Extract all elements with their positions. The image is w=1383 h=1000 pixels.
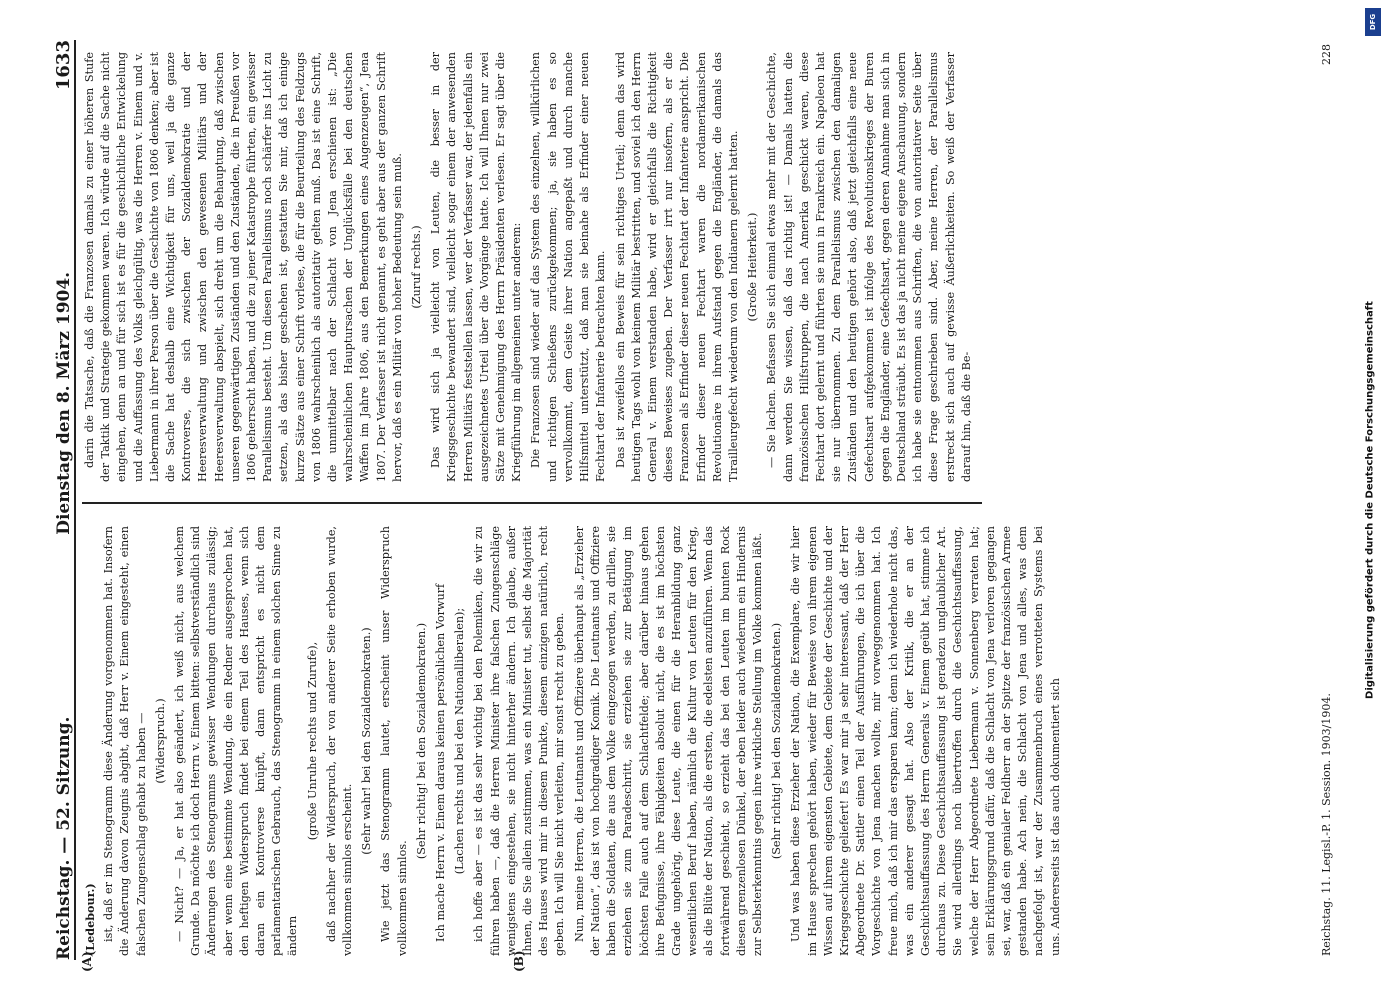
paragraph: ist, daß er im Stenogramm diese Änderung vorgenommen hat. Insofern die Änderung davon Zeugnis abgibt, daß Herr v. Einem eingesteht, einen falschen Zungenschlag gehabt zu haben —: [101, 526, 148, 956]
footer-session-info: Reichstag. 11. Legisl.-P. 1. Session. 1903/1904.: [1319, 693, 1332, 956]
right-text-column: [82, 52, 1312, 482]
paragraph: (Sehr richtig! bei den Sozialdemokraten.): [769, 622, 783, 860]
digitization-note: [1361, 10, 1379, 990]
paragraph: — Sie lachen. Befassen Sie sich einmal etwas mehr mit der Geschichte, dann werden Sie wissen, daß das richtig ist! — Damals hatten die französischen Hilfstruppen, die nach Amerika geschickt waren, diese Fechtart dort gelernt und führten sie nun in Frankreich ein. Napoleon hat sie nur übernommen. Zu dem Parallelismus zwischen den damaligen Zuständen und den heutigen gehört also, daß jetzt gleichfalls eine neue Gefechtsart aufgekommen ist infolge des Revolutionskrieges der Buren gegen die Engländer, eine Gefechtsart, gegen deren Annahme man sich in Deutschland sträubt. Es ist das ja nicht meine eigene Anschauung, sondern ich habe sie entnommen aus Schriften, die von autoritativer Seite über diese Frage geschrieben sind. Aber, meine Herren, der Parallelismus erstreckt sich auch auf gewisse Äußerlichkeiten. So weiß der Verfasser darauf hin, daß die Be-: [764, 52, 973, 482]
right-paragraphs: [82, 52, 975, 482]
paragraph: Die Franzosen sind wieder auf das System des einzelnen, willkürlichen und richtigen Schießens zurückgekommen; ja, sie haben es so vervollkommt, dem Geiste ihrer Nation angepaßt und durch manche Hilfsmittel unterstützt, daß man sie beinahe als Erfinder einer neuen Fechtart der Infanterie betrachten kann.: [528, 52, 607, 482]
header-date: Dienstag den 8. März 1904.: [53, 271, 74, 535]
speaker-label: (Ledebour.): [82, 883, 97, 956]
paragraph: (Zuruf rechts.): [409, 225, 423, 309]
header-left: Reichstag. — 52. Sitzung.: [53, 716, 74, 960]
digitization-note-text: Digitalisierung gefördert durch die Deutsche Forschungsgemeinschaft: [1364, 301, 1376, 699]
page-header: [48, 40, 76, 960]
margin-marker-a: (A): [79, 951, 94, 972]
header-page-number: 1633: [52, 40, 74, 91]
left-paragraphs: [101, 526, 1064, 956]
paragraph: (Lachen rechts und bei den Nationalliberalen);: [452, 607, 466, 875]
rotated-document-page: [42, 30, 1342, 970]
column-divider: [82, 502, 982, 504]
paragraph: darin die Tatsache, daß die Franzosen damals zu einer höheren Stufe der Taktik und Strategie gekommen waren. Ich würde auf die Sache nicht eingehen, denn an und für sich ist es für die geschichtliche Entwickelung und die Auffassung des Volks gleichgültig, was die Herren v. Einem und v. Liebermann in ihrer Person über die Geschichte von 1806 denken; aber ist die Sache hat deshalb eine Wichtigkeit für uns, weil ja die ganze Kontroverse, die sich zwischen der Sozialdemokratie und der Heeresverwaltung und zwischen den gewesenen Militärs und der Heeresverwaltung abspielt, sich dreht um die Behauptung, daß zwischen unseren gegenwärtigen Zuständen und den Zuständen, die in Preußen vor 1806 geherrscht haben, und die zu jener Katastrophe führten, ein gewisser Parallelismus besteht. Um diesen Parallelismus noch schärfer ins Licht zu setzen, als das bisher geschehen ist, gestatten Sie mir, daß ich einige kurze Sätze aus einer Schrift vorlese, die für die Beurteilung des Feldzugs von 1806 wahrscheinlich als autoritativ gelten muß. Das ist eine Schrift, die unmittelbar nach der Schlacht von Jena erschienen ist: „Die wahrscheinlichen Hauptursachen der Unglücksfälle bei den deutschen Waffen im Jahre 1806, aus den Bemerkungen eines Augenzeugen“, Jena 1807. Der Verfasser ist nicht genannt, es geht aber aus der ganzen Schrift hervor, daß es ein Militär von hoher Bedeutung sein muß.: [82, 52, 404, 482]
footer-sheet-number: 228: [1319, 44, 1332, 65]
paragraph: (Sehr wahr! bei den Sozialdemokraten.): [359, 627, 373, 855]
paragraph: Ich mache Herrn v. Einem daraus keinen persönlichen Vorwurf: [433, 583, 447, 942]
paragraph: ich hoffe aber — es ist das sehr wichtig bei den Polemiken, die wir zu führen haben —, daß die Herren Minister ihre falschen Zungenschläge wenigstens eingestehen, sie nicht hinterher ändern. Ich glaube, außer Ihnen, die Sie allein zustimmen, was ein Minister tut, selbst die Majorität des Hauses wird mir in diesem Punkte, diesem einzigen natürlich, recht geben. Ich will Sie nicht verleiten, mir sonst recht zu geben.: [471, 526, 566, 956]
page-footer: [1316, 44, 1336, 956]
paragraph: Das ist zweifellos ein Beweis für sein richtiges Urteil; denn das wird heutigen Tags wohl von keinem Militär bestritten, und soviel ich den Herrn General v. Einem verstanden habe, wird er gleichfalls die Richtigkeit dieses Beweises zugeben. Der Verfasser irrt nur insofern, als er die Franzosen als Erfinder dieser neuen Fechtart der Infanterie anspricht. Die Erfinder dieser neuen Fechtart waren die nordamerikanischen Revolutionäre in ihrem Aufstand gegen die Engländer, die damals das Tirailleurgefecht wiederum von den Indianern gelernt hatten.: [613, 52, 740, 482]
paragraph: Nun, meine Herren, die Leutnants und Offiziere überhaupt als „Erzieher der Nation“, das ist von hochgradiger Komik. Die Leutnants und Offiziere haben die Soldaten, die aus dem Volke eingezogen werden, zu drillen, sie erziehen sie zum Paradeschritt, sie erziehen sie zur Betätigung im höchsten Falle auch auf dem Schlachtfelde; aber darüber hinaus gehen ihre Befugnisse, ihre Fähigkeiten absolut nicht, die es ist im höchsten Grade ungehörig, diese Leute, die einen für die Heranbildung ganz wesentlichen Beruf haben, nämlich die Kultur von Leuten für den Krieg, als die Blüte der Nation, als die ersten, die edelsten anzuführen. Wenn das fortwährend geschieht, so erzieht das bei den Leuten im bunten Rock diesen grenzenlosen Dünkel, der eben leider auch wiederum ein Hindernis zur Selbsterkenntnis gegen ihre wirkliche Stellung im Volke kommen läßt.: [572, 526, 764, 956]
dfg-logo: [1365, 8, 1381, 36]
paragraph: — Nicht? — Ja, er hat also geändert, ich weiß nicht, aus welchem Grunde. Da möchte ich doch Herrn v. Einem bitten: selbstverständlich sind Änderungen des Stenogramms gewisser Wendungen durchaus zulässig; aber wenn eine bestimmte Wendung, die ein Redner ausgesprochen hat, den heftigen Widerspruch findet bei einem Teil des Hauses, wenn sich daran ein Kontroverse knüpft, dann entspricht es nicht dem parlamentarischen Gebrauch, das Stenogramm in einem solchen Sinne zu ändern: [172, 526, 299, 956]
paragraph: (Widerspruch.): [153, 698, 167, 784]
paragraph: daß nachher der Widerspruch, der von anderer Seite erhoben wurde, vollkommen sinnlos erscheint.: [324, 526, 354, 956]
paragraph: Das wird sich ja vielleicht von Leuten, die besser in der Kriegsgeschichte bewandert sind, vielleicht sogar einem der anwesenden Herren Militärs feststellen lassen, wer der Verfasser war, der jedenfalls ein ausgezeichnetes Urteil über die Vorgänge hatte. Ich will Ihnen nur zwei Sätze mit Genehmigung des Herrn Präsidenten verlesen. Er sagt über die Kriegführung im allgemeinen unter anderem:: [428, 52, 523, 482]
paragraph: Wie jetzt das Stenogramm lautet, erscheint unser Widerspruch vollkommen sinnlos.: [378, 526, 409, 956]
paragraph: (große Unruhe rechts und Zurufe),: [305, 641, 319, 841]
left-text-column: [82, 526, 1312, 956]
dfg-logo-text: DFG: [1369, 13, 1377, 31]
margin-marker-b: (B): [511, 950, 526, 972]
paragraph: (Große Heiterkeit.): [745, 212, 759, 322]
paragraph: Und was haben diese Erzieher der Nation, die Exemplare, die wir hier im Hause sprechen gehört haben, wieder für Beweise von ihrem eigenen Wissen auf ihrem eigensten Gebiete, dem Gebiete der Geschichte und der Kriegsgeschichte geliefert! Es war mir ja sehr interessant, daß der Herr Abgeordnete Dr. Sattler einen Teil der Ausführungen, die ich über die Vorgeschichte von Jena machen wollte, mir vorweggenommen hat. Ich freue mich, daß ich mir das ersparen kann; denn ich wiederhole nicht das, was ein anderer gesagt hat. Also der Kritik, die er an der Geschichtsauffassung des Herrn Generals v. Einem geübt hat, stimme ich durchaus zu. Diese Geschichtsauffassung ist geradezu unglaublicher Art. Sie wird allerdings noch übertroffen durch die Geschichtsauffassung, welche der Herr Abgeordnete Liebermann v. Sonnenberg verraten hat; sein Erklärungsgrund dafür, daß die Schlacht von Jena verloren gegangen sei, war, daß ein genialer Feldherr an der Spitze der französischen Armee gestanden habe. Ach nein, die Schlacht von Jena und alles, was dem nachgefolgt ist, war der Zusammenbruch eines verrotteten Systems bei uns. Andererseits ist das auch dokumentiert sich: [788, 526, 1062, 956]
paragraph: (Sehr richtig! bei den Sozialdemokraten.): [414, 622, 428, 860]
